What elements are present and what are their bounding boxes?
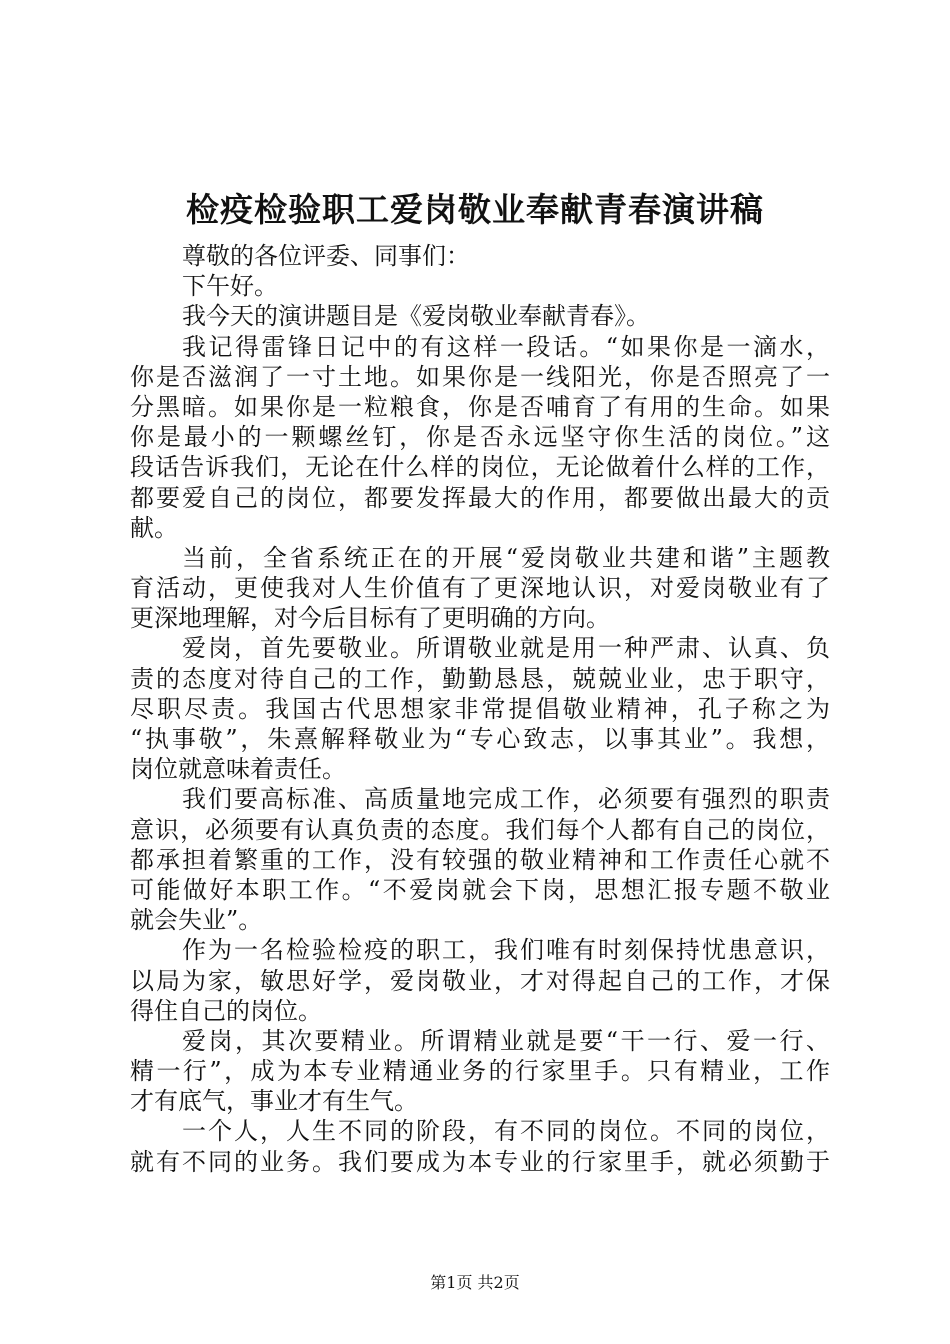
text-line: 育活动，更使我对人生价值有了更深地认识，对爱岗敬业有了: [130, 574, 830, 603]
text-line: 我今天的演讲题目是《爱岗敬业奉献青春》。: [182, 302, 650, 331]
text-line: 以局为家，敏思好学，爱岗敬业，才对得起自己的工作，才保: [130, 966, 830, 995]
text-line: 才有底气，事业才有生气。: [130, 1087, 418, 1116]
page-footer: 第1页 共2页: [430, 1273, 520, 1292]
text-line: 分黑暗。如果你是一粒粮食，你是否哺育了有用的生命。如果: [130, 392, 830, 421]
text-line: 段话告诉我们，无论在什么样的岗位，无论做着什么样的工作，: [130, 453, 830, 482]
text-line: 我记得雷锋日记中的有这样一段话。“如果你是一滴水，: [182, 332, 830, 361]
text-line: 爱岗，首先要敬业。所谓敬业就是用一种严肃、认真、负: [182, 634, 830, 663]
text-line: 尽职尽责。我国古代思想家非常提倡敬业精神，孔子称之为: [130, 694, 830, 723]
text-line: “执事敬”，朱熹解释敬业为“专心致志，以事其业”。我想，: [130, 725, 830, 753]
text-line: 更深地理解，对今后目标有了更明确的方向。: [130, 604, 610, 633]
text-line: 都要爱自己的岗位，都要发挥最大的作用，都要做出最大的贡: [130, 483, 830, 512]
text-line: 一个人，人生不同的阶段，有不同的岗位。不同的岗位，: [182, 1117, 830, 1146]
document-body: [130, 241, 830, 1177]
text-line: 尊敬的各位评委、同事们：: [182, 242, 470, 270]
text-line: 就有不同的业务。我们要成为本专业的行家里手，就必须勤于: [130, 1147, 830, 1176]
text-line: 就会失业”。: [130, 906, 263, 935]
text-line: 下午好。: [182, 272, 278, 301]
text-line: 意识，必须要有认真负责的态度。我们每个人都有自己的岗位，: [130, 815, 830, 844]
text-line: 都承担着繁重的工作，没有较强的敬业精神和工作责任心就不: [130, 845, 830, 874]
document-title: 检疫检验职工爱岗敬业奉献青春演讲稿: [186, 190, 764, 229]
text-line: 精一行”，成为本专业精通业务的行家里手。只有精业，工作: [130, 1057, 830, 1086]
text-line: 我们要高标准、高质量地完成工作，必须要有强烈的职责: [182, 785, 830, 814]
text-line: 得住自己的岗位。: [130, 996, 322, 1025]
text-line: 你是否滋润了一寸土地。如果你是一线阳光，你是否照亮了一: [130, 362, 830, 391]
text-line: 岗位就意味着责任。: [130, 755, 346, 784]
text-line: 责的态度对待自己的工作，勤勤恳恳，兢兢业业，忠于职守，: [130, 664, 830, 693]
text-line: 爱岗，其次要精业。所谓精业就是要“干一行、爱一行、: [182, 1026, 830, 1055]
text-line: 作为一名检验检疫的职工，我们唯有时刻保持忧患意识，: [182, 936, 830, 965]
text-line: 你是最小的一颗螺丝钉，你是否永远坚守你生活的岗位。”这: [130, 423, 830, 452]
text-line: 献。: [130, 513, 178, 542]
text-line: 当前，全省系统正在的开展“爱岗敬业共建和谐”主题教: [182, 543, 830, 572]
text-line: 可能做好本职工作。“不爱岗就会下岗，思想汇报专题不敬业: [130, 875, 830, 904]
